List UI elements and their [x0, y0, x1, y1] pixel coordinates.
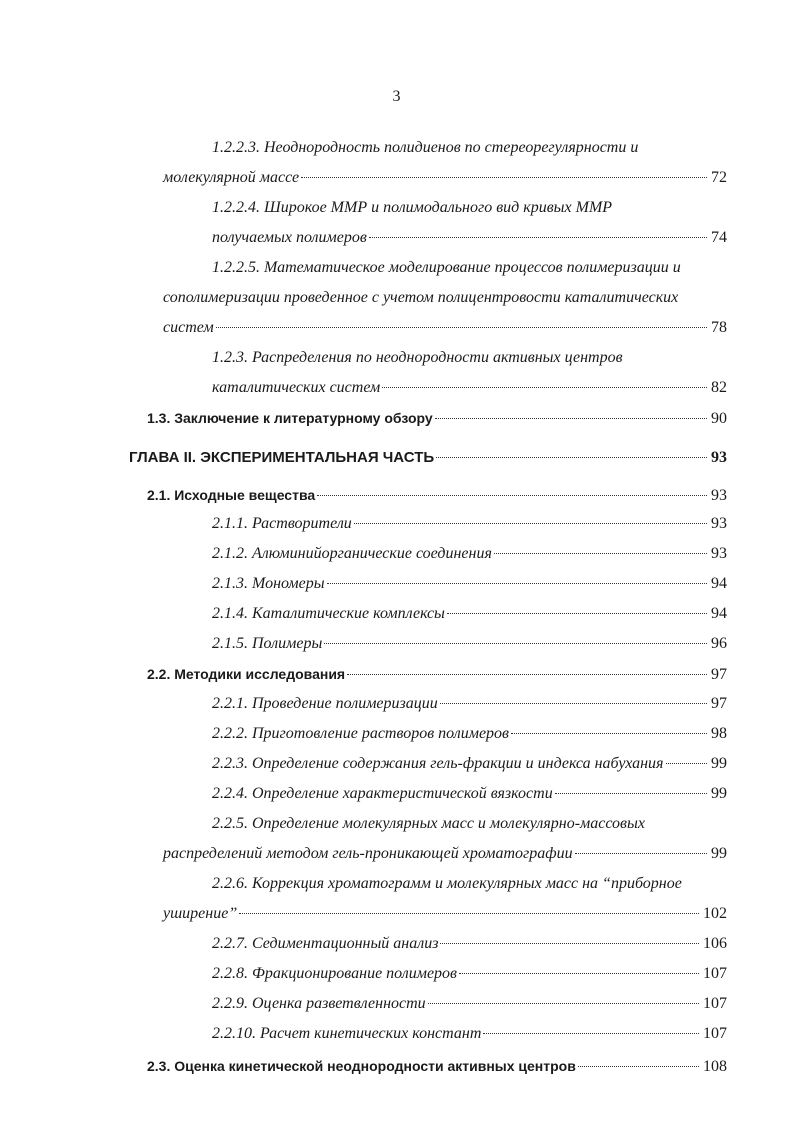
toc-entry-1-2-2-3-cont[interactable]: [163, 168, 727, 188]
dot-leader: [347, 674, 707, 675]
dot-leader: [575, 853, 707, 854]
toc-entry-1-2-3-cont[interactable]: [212, 378, 727, 398]
toc-entry-2-1-3[interactable]: [212, 574, 727, 594]
toc-entry-text: 2.1.1. Растворители: [212, 515, 352, 532]
toc-entry-2-2-5[interactable]: [212, 814, 645, 834]
toc-entry-2-2-6-cont[interactable]: [163, 904, 727, 924]
toc-entry-1-2-2-3[interactable]: [212, 138, 638, 158]
dot-leader: [440, 703, 707, 704]
toc-page-number: 82: [711, 379, 727, 396]
toc-page-number: 96: [711, 635, 727, 652]
toc-page-number: 102: [703, 905, 727, 922]
toc-entry-text: 2.2.4. Определение характеристической вязкости: [212, 785, 553, 802]
toc-entry-2-1[interactable]: [147, 485, 727, 505]
toc-entry-text: 2.2.5. Определение молекулярных масс и молекулярно-массовых: [212, 815, 645, 832]
toc-page-number: 94: [711, 575, 727, 592]
toc-entry-2-2-9[interactable]: [212, 994, 727, 1014]
toc-entry-text: 2.1.4. Каталитические комплексы: [212, 605, 445, 622]
toc-entry-2-2-2[interactable]: [212, 724, 727, 744]
toc-chapter-2[interactable]: [129, 448, 727, 468]
toc-entry-text: систем: [163, 319, 214, 336]
dot-leader: [369, 237, 707, 238]
toc-entry-text: 1.2.2.5. Математическое моделирование процессов полимеризации и: [212, 259, 681, 276]
toc-entry-1-2-2-5[interactable]: [212, 258, 681, 278]
dot-leader: [459, 973, 699, 974]
toc-entry-text: 2.1. Исходные вещества: [147, 487, 316, 503]
toc-entry-text: 2.2.3. Определение содержания гель-фракции и индекса набухания: [212, 755, 664, 772]
dot-leader: [447, 613, 707, 614]
toc-entry-1-2-2-5-cont1[interactable]: [163, 288, 678, 308]
toc-entry-2-2-10[interactable]: [212, 1024, 727, 1044]
toc-entry-text: 1.2.3. Распределения по неоднородности активных центров: [212, 349, 623, 366]
toc-page-number: 97: [711, 695, 727, 712]
toc-entry-text: 1.2.2.4. Широкое ММР и полимодального вид кривых ММР: [212, 199, 613, 216]
toc-entry-2-2-4[interactable]: [212, 784, 727, 804]
toc-entry-1-3[interactable]: [147, 408, 727, 428]
toc-entry-2-1-5[interactable]: [212, 634, 727, 654]
toc-entry-text: 2.2. Методики исследования: [147, 666, 346, 682]
toc-page-number: 106: [703, 935, 727, 952]
toc-page-number: 90: [711, 410, 727, 427]
toc-entry-1-2-2-4-cont[interactable]: [212, 228, 727, 248]
toc-entry-text: 2.2.1. Проведение полимеризации: [212, 695, 438, 712]
dot-leader: [216, 327, 707, 328]
toc-page-number: 107: [703, 965, 727, 982]
toc-entry-text: 2.2.2. Приготовление растворов полимеров: [212, 725, 509, 742]
toc-entry-text: 2.2.7. Седиментационный анализ: [212, 935, 439, 952]
toc-entry-2-3[interactable]: [147, 1056, 727, 1076]
toc-entry-2-1-1[interactable]: [212, 514, 727, 534]
dot-leader: [324, 643, 707, 644]
toc-page-number: 99: [711, 755, 727, 772]
toc-page-number: 108: [703, 1058, 727, 1075]
toc-entry-text: распределений методом гель-проникающей хроматографии: [163, 845, 573, 862]
toc-entry-text: 2.1.3. Мономеры: [212, 575, 325, 592]
toc-entry-2-2-7[interactable]: [212, 934, 727, 954]
toc-entry-2-2-6[interactable]: [212, 874, 682, 894]
dot-leader: [301, 177, 707, 178]
toc-entry-2-1-4[interactable]: [212, 604, 727, 624]
toc-page-number: 97: [711, 666, 727, 683]
toc-entry-2-2[interactable]: [147, 664, 727, 684]
dot-leader: [511, 733, 707, 734]
toc-entry-text: ГЛАВА II. ЭКСПЕРИМЕНТАЛЬНАЯ ЧАСТЬ: [129, 449, 435, 466]
toc-entry-text: 2.3. Оценка кинетической неоднородности активных центров: [147, 1058, 576, 1074]
toc-entry-text: 2.1.5. Полимеры: [212, 635, 323, 652]
toc-entry-text: сополимеризации проведенное с учетом полицентровости каталитических: [163, 289, 679, 306]
dot-leader: [436, 457, 707, 458]
toc-entry-1-2-3[interactable]: [212, 348, 623, 368]
toc-entry-2-2-3[interactable]: [212, 754, 727, 774]
toc-entry-text: получаемых полимеров: [212, 229, 367, 246]
dot-leader: [435, 418, 707, 419]
dot-leader: [428, 1003, 699, 1004]
toc-entry-1-2-2-5-cont2[interactable]: [163, 318, 727, 338]
toc-page-number: 107: [703, 995, 727, 1012]
toc-page-number: 93: [711, 545, 727, 562]
dot-leader: [483, 1033, 699, 1034]
toc-entry-text: 2.2.10. Расчет кинетических констант: [212, 1025, 482, 1042]
toc-page-number: 107: [703, 1025, 727, 1042]
toc-entry-text: уширение”: [163, 905, 238, 922]
toc-entry-1-2-2-4[interactable]: [212, 198, 612, 218]
dot-leader: [555, 793, 707, 794]
toc-page-number: 94: [711, 605, 727, 622]
toc-page-number: 74: [711, 229, 727, 246]
toc-page-number: 99: [711, 785, 727, 802]
page-number: 3: [392, 88, 401, 105]
toc-page-number: 78: [711, 319, 727, 336]
toc-page-number: 93: [711, 515, 727, 532]
toc-page-number: 93: [711, 449, 727, 466]
dot-leader: [239, 913, 699, 914]
dot-leader: [317, 495, 707, 496]
dot-leader: [494, 553, 707, 554]
toc-entry-2-2-1[interactable]: [212, 694, 727, 714]
dot-leader: [578, 1066, 699, 1067]
toc-entry-text: 2.2.9. Оценка разветвленности: [212, 995, 426, 1012]
toc-page-number: 72: [711, 169, 727, 186]
toc-entry-text: 1.3. Заключение к литературному обзору: [147, 410, 433, 426]
dot-leader: [666, 763, 708, 764]
toc-entry-2-2-5-cont[interactable]: [163, 844, 727, 864]
toc-entry-text: 2.1.2. Алюминийорганические соединения: [212, 545, 492, 562]
dot-leader: [354, 523, 707, 524]
toc-page-number: 93: [711, 487, 727, 504]
toc-entry-text: 2.2.6. Коррекция хроматограмм и молекулярных масс на “приборное: [212, 875, 682, 892]
toc-entry-text: 2.2.8. Фракционирование полимеров: [212, 965, 457, 982]
dot-leader: [382, 387, 707, 388]
dot-leader: [327, 583, 707, 584]
toc-entry-text: молекулярной массе: [163, 169, 300, 186]
toc-page-number: 98: [711, 725, 727, 742]
toc-page-number: 99: [711, 845, 727, 862]
toc-entry-text: каталитических систем: [212, 379, 381, 396]
toc-entry-text: 1.2.2.3. Неоднородность полидиенов по стереорегулярности и: [212, 139, 639, 156]
toc-entry-2-1-2[interactable]: [212, 544, 727, 564]
toc-entry-2-2-8[interactable]: [212, 964, 727, 984]
dot-leader: [440, 943, 699, 944]
